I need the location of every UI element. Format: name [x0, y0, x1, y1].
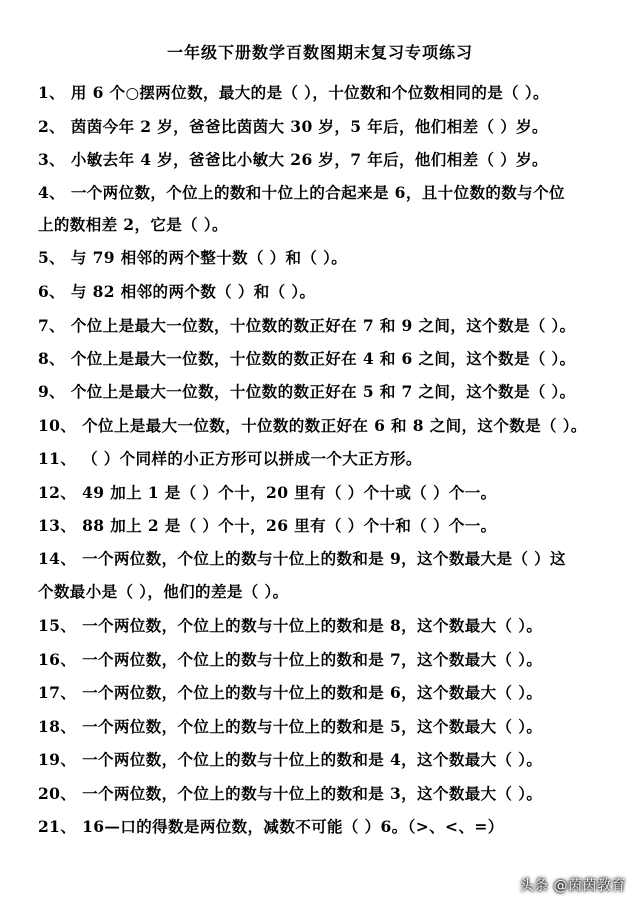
- question-14-line-1: 14、 一个两位数，个位上的数与十位上的数和是 9，这个数最大是（ ）这: [38, 549, 566, 568]
- question-15: 15、 一个两位数，个位上的数与十位上的数和是 8，这个数最大（ ）。: [38, 616, 543, 635]
- question-18: 18、 一个两位数，个位上的数与十位上的数和是 5，这个数最大（ ）。: [38, 717, 543, 736]
- question-10: 10、 个位上是最大一位数，十位数的数正好在 6 和 8 之间，这个数是（ ）。: [38, 416, 587, 435]
- question-4-line-2: 上的数相差 2，它是（ ）。: [38, 215, 228, 234]
- question-6: 6、 与 82 相邻的两个数（ ）和（ ）。: [38, 282, 316, 301]
- question-21: 21、 16—口的得数是两位数，减数不可能（ ）6。（>、<、=）: [38, 817, 504, 836]
- page-title: 一年级下册数学百数图期末复习专项练习: [166, 43, 473, 62]
- question-3: 3、 小敏去年 4 岁，爸爸比小敏大 26 岁，7 年后，他们相差（ ）岁。: [38, 150, 548, 169]
- question-19: 19、 一个两位数，个位上的数与十位上的数和是 4，这个数最大（ ）。: [38, 750, 543, 769]
- question-1: 1、 用 6 个○摆两位数，最大的是（ ），十位数和个位数相同的是（ ）。: [38, 83, 549, 102]
- watermark: 头条 @茵茵教育: [519, 878, 626, 894]
- question-5: 5、 与 79 相邻的两个整十数（ ）和（ ）。: [38, 248, 348, 267]
- question-20: 20、 一个两位数，个位上的数与十位上的数和是 3，这个数最大（ ）。: [38, 784, 543, 803]
- question-9: 9、 个位上是最大一位数，十位数的数正好在 5 和 7 之间，这个数是（ ）。: [38, 382, 576, 401]
- question-14-line-2: 个数最小是（ ），他们的差是（ ）。: [38, 582, 289, 601]
- question-11: 11、 （ ）个同样的小正方形可以拼成一个大正方形。: [38, 449, 422, 468]
- question-16: 16、 一个两位数，个位上的数与十位上的数和是 7，这个数最大（ ）。: [38, 650, 543, 669]
- question-17: 17、 一个两位数，个位上的数与十位上的数和是 6，这个数最大（ ）。: [38, 683, 543, 702]
- question-7: 7、 个位上是最大一位数，十位数的数正好在 7 和 9 之间，这个数是（ ）。: [38, 316, 576, 335]
- question-4-line-1: 4、 一个两位数，个位上的数和十位上的合起来是 6，且十位数的数与个位: [38, 183, 565, 202]
- question-12: 12、 49 加上 1 是（ ）个十，20 里有（ ）个十或（ ）个一。: [38, 483, 497, 502]
- question-2: 2、 茵茵今年 2 岁，爸爸比茵茵大 30 岁，5 年后，他们相差（ ）岁。: [38, 117, 548, 136]
- question-8: 8、 个位上是最大一位数，十位数的数正好在 4 和 6 之间，这个数是（ ）。: [38, 349, 576, 368]
- question-13: 13、 88 加上 2 是（ ）个十，26 里有（ ）个十和（ ）个一。: [38, 516, 497, 535]
